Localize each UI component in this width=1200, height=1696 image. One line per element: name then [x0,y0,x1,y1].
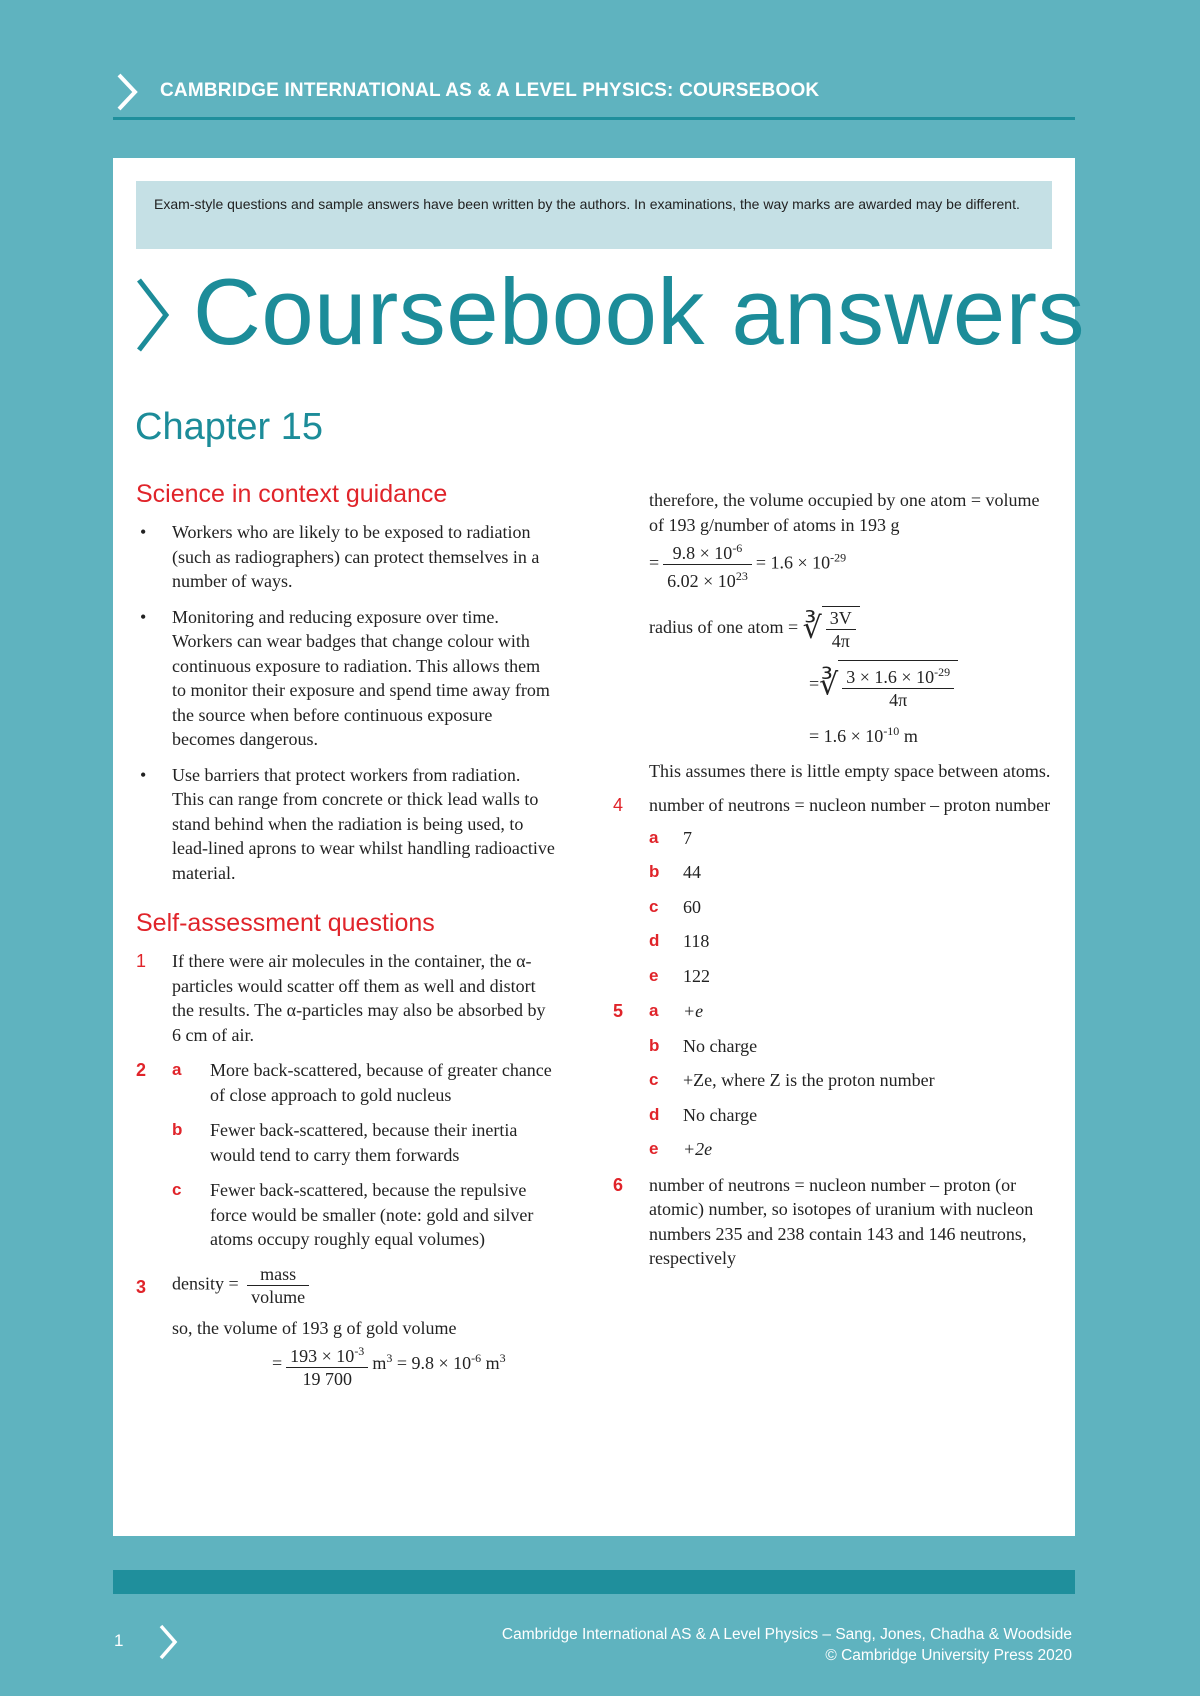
list-item: • Use barriers that protect workers from radiation. This can range from concrete or thick lead walls to stand behind when the radiation is being used, to lead-lined aprons to wear whilst handling radioactive material. [136,763,556,886]
fraction-numerator [286,1340,368,1368]
page-number: 1 [114,1631,124,1650]
answer-item [649,929,1053,954]
answer-value: 44 [683,862,701,882]
answer-text: number of neutrons = nucleon number – proton number [649,795,1051,815]
radius-equation-2: =∛ $\frac{3 \times 1.6 \times 10^{-29}}{4\pi}$ [649,660,1053,711]
header-rule [113,117,1075,120]
chevron-right-icon [113,72,141,112]
answer-value: +e [683,1001,704,1021]
radius2-num: 3 × 1.6 × 10 [846,667,935,687]
answer-text: More back-scattered, because of greater chance of close approach to gold nucleus [210,1060,552,1105]
exponent: -29 [934,665,951,679]
exponent: -6 [732,541,743,555]
sub-label: d [649,1104,660,1124]
exponent: -29 [830,550,847,565]
header-title: CAMBRIDGE INTERNATIONAL AS & A LEVEL PHYSICS: COURSEBOOK [160,80,820,101]
chevron-right-icon[interactable] [157,1622,179,1662]
footer-band [113,1570,1075,1594]
answer-text: number of neutrons = nucleon number – proton (or atomic) number, so isotopes of uranium with nucleon numbers 235 and 238 contain 143 and 146 neutrons, respectively [649,1174,1034,1268]
sub-label: e [649,965,659,985]
answer-item [649,1068,1053,1093]
assumes-text: This assumes there is little empty space between atoms. [649,760,1051,781]
answer-item [649,999,1053,1024]
unit: m [903,726,918,746]
answer-item [649,895,1053,920]
science-heading: Science in context guidance [136,480,448,508]
density-equation [172,1263,556,1308]
fraction-denominator [663,565,752,592]
answer-item [649,1034,1053,1059]
answer-value: +Ze, where Z is the proton number [683,1070,935,1090]
footer-line-1: Cambridge International AS & A Level Physics – Sang, Jones, Chadha & Woodside [501,1626,1072,1643]
answer-value: 7 [683,827,692,848]
answer-value: 122 [683,965,710,986]
answer-value: No charge [683,1104,758,1125]
answer-value: No charge [683,1035,758,1056]
sub-answer [172,1058,556,1107]
so-text: so, the volume of 193 g of gold volume [172,1317,457,1338]
exponent: 3 [499,1351,506,1366]
question-6 [613,1173,1053,1271]
left-column [136,478,556,1401]
radius2-fraction [842,661,954,711]
fraction-numerator: mass [247,1263,309,1286]
footer-credits [502,1624,1072,1666]
fraction-denominator: 19 700 [302,1369,352,1389]
footer-line-2: © Cambridge University Press 2020 [825,1647,1072,1664]
atom-num: 9.8 × 10 [672,543,733,563]
question-5 [613,999,1053,1162]
fraction-denominator: volume [251,1286,306,1307]
disclaimer-note [136,181,1052,249]
fraction-numerator [842,661,954,689]
fraction-denominator: 4π [889,690,908,710]
question-1 [136,949,556,1047]
sub-label: a [172,1060,182,1079]
radius-result [649,719,1053,749]
exponent: 23 [735,569,748,583]
exponent: -10 [883,724,900,738]
unit: m [372,1353,387,1374]
radius-fraction [826,607,856,652]
radius-result-value: = 1.6 × 10 [809,726,884,746]
chapter-heading: Chapter 15 [135,406,324,448]
sub-label: a [649,1001,659,1020]
page-title-text: Coursebook answers [193,259,1085,364]
exponent: -3 [354,1344,365,1358]
disclaimer-text: Exam-style questions and sample answers have been written by the authors. In examinations, the way marks are awarded may be different. [154,196,1020,212]
sub-label: b [649,1035,660,1055]
sub-label: c [172,1180,182,1199]
radius-equation [649,606,1053,652]
answer-text: If there were air molecules in the container, the α-particles would scatter off them as well and distort the results. The α-particles may also be absorbed by 6 cm of air. [172,951,546,1045]
question-number: 3 [136,1276,147,1297]
question-3 [136,1263,556,1391]
question-number: 6 [613,1174,624,1195]
exponent: 3 [386,1351,393,1366]
density-fraction [247,1263,309,1308]
question-number: 4 [613,795,624,815]
therefore-text: therefore, the volume occupied by one atom = volume of 193 g/number of atoms in 193 g [649,490,1040,535]
question-number: 1 [136,951,147,971]
content-panel [113,158,1085,1536]
sub-label: c [649,1070,659,1089]
volume-fraction [286,1340,368,1390]
cube-root: ∛ $\frac{3 \times 1.6 \times 10^{-29}}{4\pi}$ [819,660,958,711]
atom-fraction [663,537,752,592]
answer-value: 118 [683,931,710,951]
radius-lhs: radius of one atom = [649,617,799,638]
chevron-right-icon [133,276,173,354]
cube-root: ∛ $\frac{3V}{4\pi}$ [803,606,860,652]
sub-label: a [649,827,659,847]
sub-answer [172,1118,556,1167]
answer-item [649,1103,1053,1128]
right-column [613,488,1053,1282]
answer-text: Fewer back-scattered, because the repulsive force would be smaller (note: gold and silver atoms occupy roughly equal volumes) [210,1180,534,1249]
fraction-numerator: 3V [826,607,856,630]
vol-result: = 9.8 × 10 [396,1353,472,1374]
volume-equation: = $\frac{193 \times 10^{-3}}{19 700}$ $m^3 = 9.8 \times 10^{-6}$ $m^3$ [172,1340,556,1390]
list-item: • Workers who are likely to be exposed to radiation (such as radiographers) can protect themselves in a number of ways. [136,520,556,594]
unit: m [485,1353,500,1374]
saq-heading: Self-assessment questions [136,909,435,937]
exponent: -6 [471,1351,482,1366]
sub-label: d [649,931,660,950]
question-number: 2 [136,1060,147,1080]
question-number: 5 [613,1001,624,1021]
list-item: • Monitoring and reducing exposure over time. Workers can wear badges that change colour with continuous exposure to radiation. This allows them to monitor their exposure and spend time away from the source when before continuous exposure becomes dangerous. [136,605,556,752]
sub-label: c [649,896,659,916]
atom-den: 6.02 × 10 [667,571,736,591]
answer-value: 60 [683,896,701,917]
question-4 [613,793,1053,988]
answer-item [649,860,1053,885]
answer-item [649,1137,1053,1162]
answer-text: Fewer back-scattered, because their inertia would tend to carry them forwards [210,1120,518,1165]
atom-volume-equation: = $\frac{9.8 \times 10^{-6}}{6.02 \times 10^{23}}$ = $1.6 \times 10^{-29}$ [649,537,1053,592]
atom-result: = 1.6 × 10 [755,552,831,573]
question-2 [136,1058,556,1252]
sub-label: b [172,1120,183,1139]
vol-num: 193 × 10 [290,1346,355,1366]
density-lhs: density = [172,1273,239,1294]
answer-item [649,964,1053,989]
fraction-numerator [663,537,752,565]
answer-item [649,826,1053,851]
q3-continued [613,488,1053,783]
fraction-denominator: 4π [831,631,850,651]
page-header [113,70,1075,120]
answer-value: +2e [683,1139,713,1159]
sub-label: e [649,1139,659,1158]
sub-answer [172,1178,556,1252]
sub-label: b [649,862,660,881]
